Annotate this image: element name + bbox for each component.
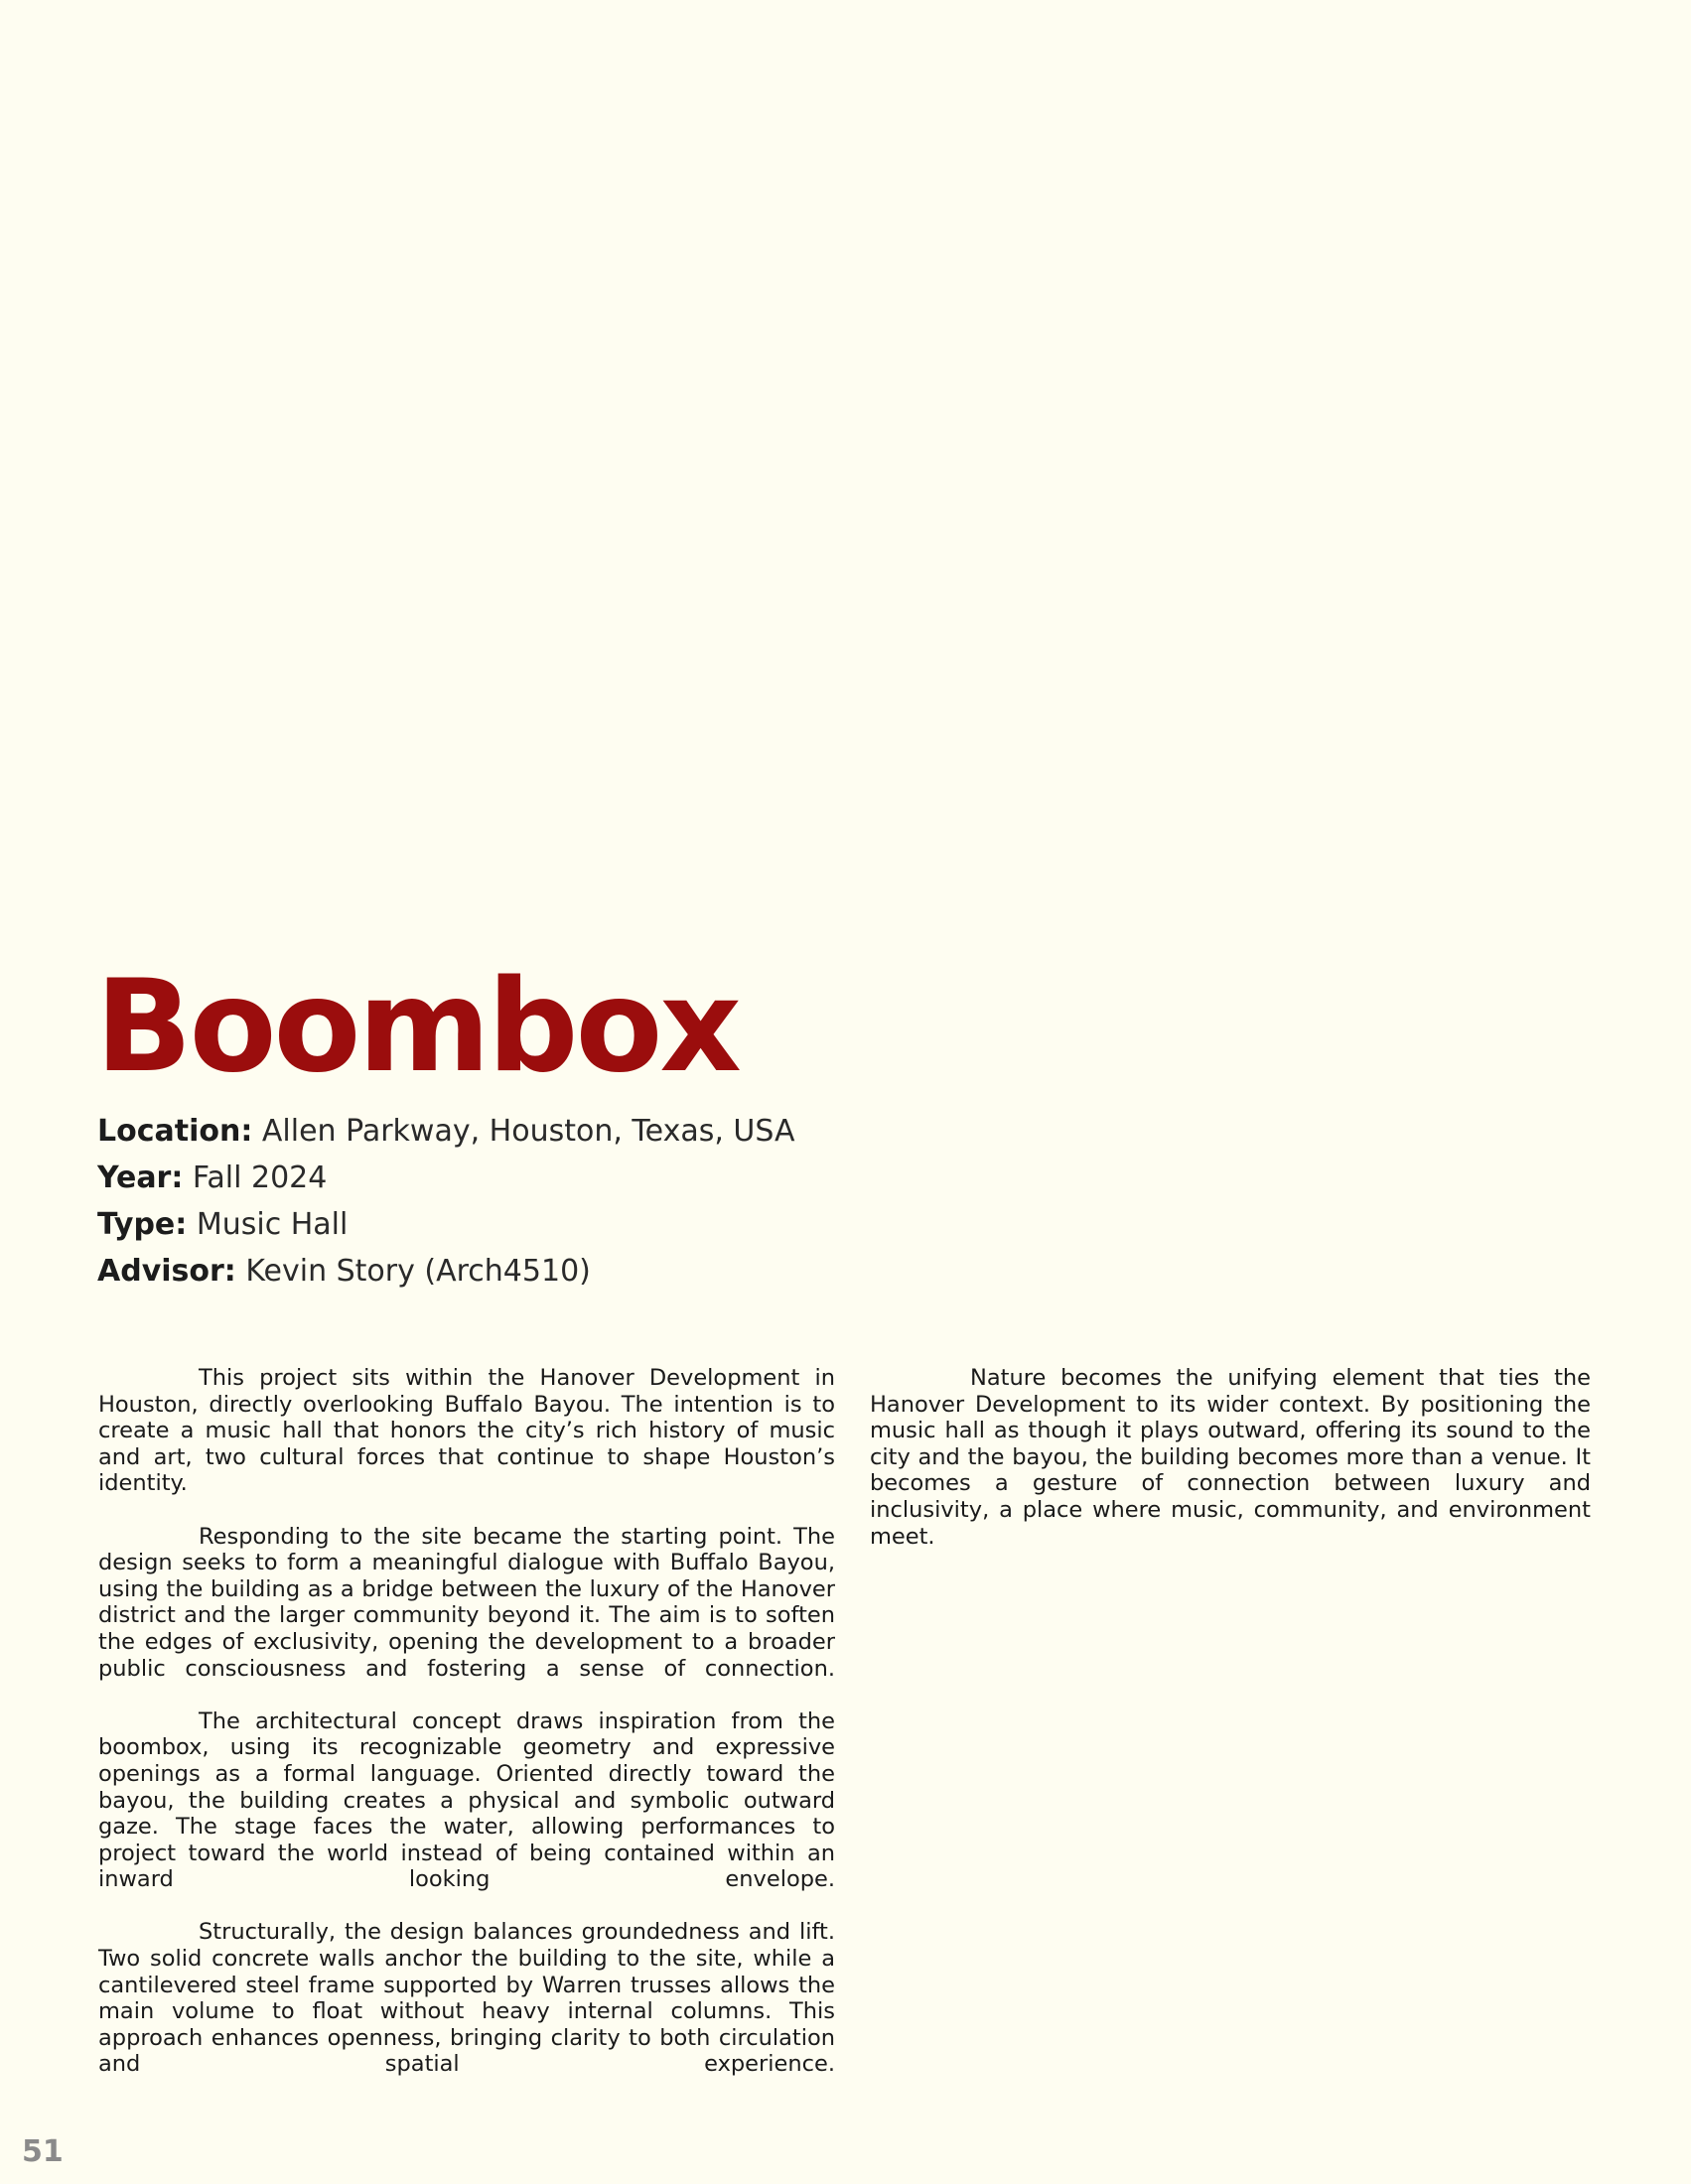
body-paragraph: This project sits within the Hanover Development in Houston, directly overlooking Buffalo Bayou. The intention is to create a music hall that honors the city’s rich history of music and art, two cultural forces that continue to shape Houston’s identity. — [98, 1365, 835, 1497]
meta-advisor — [97, 1248, 795, 1295]
meta-year-label: Year: — [97, 1160, 184, 1195]
body-paragraph: Responding to the site became the starting point. The design seeks to form a meaningful dialogue with Buffalo Bayou, using the building as a bridge between the luxury of the Hanover district and the larger community beyond it. The aim is to soften the edges of exclusivity, opening the development to a broader public consciousness and fostering a sense of connection. — [98, 1523, 835, 1682]
meta-location — [97, 1108, 795, 1155]
meta-location-value: Allen Parkway, Houston, Texas, USA — [261, 1114, 795, 1149]
body-column-left — [98, 1365, 835, 2105]
body-paragraph: Nature becomes the unifying element that ties the Hanover Development to its wider context. By positioning the music hall as though it plays outward, offering its sound to the city and the bayou, the building becomes more than a venue. It becomes a gesture of connection between luxury and inclusivity, a place where music, community, and environment meet. — [870, 1365, 1591, 1550]
meta-type-value: Music Hall — [196, 1207, 349, 1242]
meta-advisor-value: Kevin Story (Arch4510) — [245, 1254, 591, 1289]
meta-advisor-label: Advisor: — [97, 1254, 236, 1289]
meta-location-label: Location: — [97, 1114, 253, 1149]
project-title: Boombox — [95, 953, 739, 1101]
project-meta — [97, 1108, 795, 1295]
body-paragraph: The architectural concept draws inspiration from the boombox, using its recognizable geometry and expressive openings as a formal language. Oriented directly toward the bayou, the building creates a physical and symbolic outward gaze. The stage faces the water, allowing performances to project toward the world instead of being contained within an inward looking envelope. — [98, 1707, 835, 1893]
page-number: 51 — [22, 2134, 64, 2169]
body-paragraph: Structurally, the design balances groundedness and lift. Two solid concrete walls anchor the building to the site, while a cantilevered steel frame supported by Warren trusses allows the main volume to float without heavy internal columns. This approach enhances openness, bringing clarity to both circulation and spatial experience. — [98, 1919, 835, 2078]
meta-type — [97, 1201, 795, 1248]
body-column-right — [870, 1365, 1591, 1576]
meta-type-label: Type: — [97, 1207, 188, 1242]
meta-year — [97, 1155, 795, 1201]
meta-year-value: Fall 2024 — [192, 1160, 328, 1195]
